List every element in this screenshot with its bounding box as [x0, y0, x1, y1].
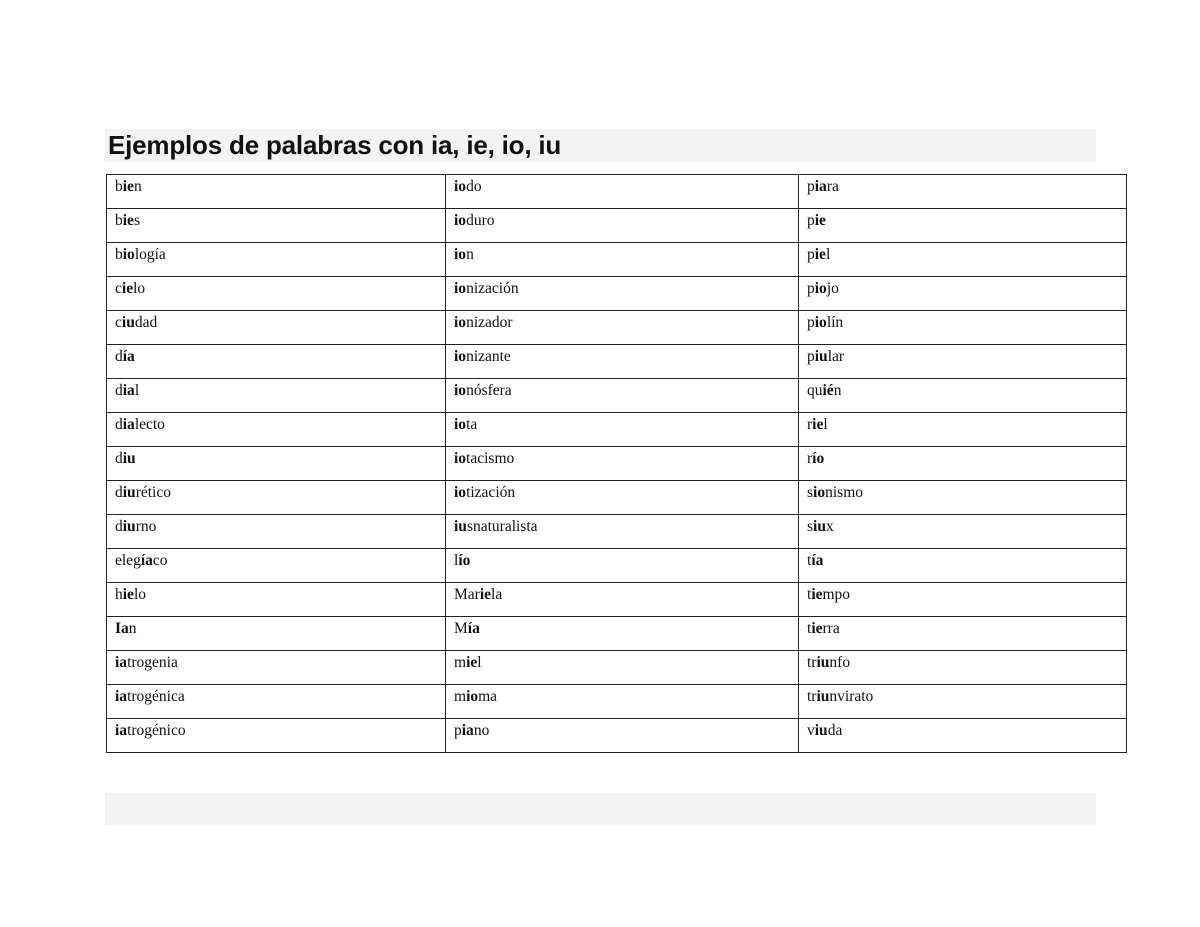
word-part: lo — [133, 586, 146, 603]
word-highlight: io — [454, 416, 467, 433]
table-cell — [446, 549, 799, 583]
word-part: tización — [466, 484, 516, 501]
word-part: nismo — [825, 484, 864, 501]
word-highlight: ié — [822, 382, 834, 399]
table-cell — [107, 617, 446, 651]
word-part: l — [454, 552, 459, 569]
table-cell — [799, 447, 1127, 481]
table-row — [107, 345, 1127, 379]
word-highlight: ie — [122, 178, 134, 195]
word-highlight: ia — [461, 722, 474, 739]
table-cell — [799, 719, 1127, 753]
table-cell — [799, 311, 1127, 345]
word-highlight: ie — [814, 246, 826, 263]
word-part: d — [115, 450, 123, 467]
word-part: b — [115, 246, 123, 263]
table-row — [107, 617, 1127, 651]
word-highlight: io — [454, 280, 467, 297]
word-part: p — [807, 314, 815, 331]
word-part: lo — [133, 280, 146, 297]
word-part: lar — [827, 348, 845, 365]
word-part: tr — [807, 688, 817, 705]
word-part: p — [807, 178, 815, 195]
word-highlight: ia — [115, 722, 128, 739]
table-cell — [446, 515, 799, 549]
table-cell — [799, 549, 1127, 583]
table-cell — [446, 209, 799, 243]
word-highlight: ía — [122, 348, 135, 365]
table-row — [107, 311, 1127, 345]
word-part: m — [454, 688, 467, 705]
word-part: n — [466, 246, 474, 263]
word-highlight: ie — [479, 586, 492, 603]
word-part: no — [473, 722, 490, 739]
footer-band — [105, 793, 1096, 825]
word-part: duro — [466, 212, 495, 229]
word-highlight: io — [454, 314, 467, 331]
table-cell — [799, 175, 1127, 209]
word-table-body — [107, 175, 1127, 753]
word-highlight: io — [813, 484, 826, 501]
table-cell — [799, 685, 1127, 719]
word-highlight: ía — [140, 552, 153, 569]
word-part: n — [133, 178, 142, 195]
table-row — [107, 243, 1127, 277]
word-highlight: ie — [121, 280, 134, 297]
word-part: rno — [135, 518, 157, 535]
table-cell — [446, 719, 799, 753]
table-cell — [107, 243, 446, 277]
table-row — [107, 651, 1127, 685]
page-title: Ejemplos de palabras con ia, ie, io, iu — [108, 130, 562, 160]
table-cell — [107, 515, 446, 549]
table-cell — [107, 447, 446, 481]
table-cell — [799, 481, 1127, 515]
word-highlight: ío — [458, 552, 471, 569]
word-highlight: ia — [115, 654, 128, 671]
word-part: nvirato — [829, 688, 874, 705]
word-part: jo — [826, 280, 839, 297]
word-part: lín — [826, 314, 844, 331]
word-highlight: io — [454, 450, 467, 467]
word-part: l — [825, 246, 831, 263]
word-highlight: ío — [812, 450, 825, 467]
word-highlight: iu — [814, 722, 828, 739]
table-row — [107, 583, 1127, 617]
table-cell — [107, 685, 446, 719]
word-highlight: ia — [122, 416, 135, 433]
table-cell — [446, 175, 799, 209]
word-highlight: ia — [115, 688, 128, 705]
word-part: trogénico — [127, 722, 186, 739]
word-part: d — [115, 484, 123, 501]
word-part: m — [454, 654, 467, 671]
word-highlight: iu — [454, 518, 467, 535]
word-part: logía — [134, 246, 166, 263]
word-part: r — [807, 416, 813, 433]
table-cell — [799, 515, 1127, 549]
word-part: l — [134, 382, 140, 399]
table-cell — [446, 311, 799, 345]
word-part: qu — [807, 382, 823, 399]
word-part: p — [807, 246, 815, 263]
table-cell — [107, 549, 446, 583]
table-cell — [799, 617, 1127, 651]
word-part: n — [833, 382, 842, 399]
word-part: ta — [466, 416, 478, 433]
word-highlight: ie — [122, 212, 134, 229]
word-part: trogénica — [127, 688, 185, 705]
word-highlight: ie — [812, 416, 824, 433]
table-row — [107, 413, 1127, 447]
table-cell — [446, 243, 799, 277]
word-part: lecto — [134, 416, 165, 433]
word-highlight: iu — [122, 484, 136, 501]
word-part: la — [491, 586, 503, 603]
word-highlight: io — [454, 348, 467, 365]
word-highlight: ie — [811, 586, 823, 603]
word-highlight: io — [122, 246, 135, 263]
word-part: l — [477, 654, 482, 671]
word-highlight: ía — [467, 620, 480, 637]
table-cell — [107, 277, 446, 311]
word-highlight: iu — [816, 688, 830, 705]
word-part: c — [115, 280, 122, 297]
word-highlight: ie — [122, 586, 134, 603]
table-row — [107, 515, 1127, 549]
word-part: nizador — [466, 314, 513, 331]
word-highlight: iu — [122, 518, 136, 535]
word-highlight: io — [814, 280, 827, 297]
table-cell — [107, 209, 446, 243]
word-part: c — [115, 314, 122, 331]
word-highlight: ia — [122, 382, 135, 399]
word-part: x — [825, 518, 834, 535]
word-part: t — [807, 552, 812, 569]
word-part: p — [807, 280, 815, 297]
word-highlight: io — [454, 178, 467, 195]
table-row — [107, 685, 1127, 719]
table-cell — [799, 651, 1127, 685]
word-part: l — [823, 416, 828, 433]
table-cell — [799, 583, 1127, 617]
word-part: nizante — [466, 348, 511, 365]
word-highlight: ie — [466, 654, 478, 671]
word-part: snaturalista — [466, 518, 538, 535]
word-part: d — [115, 382, 123, 399]
table-cell — [799, 345, 1127, 379]
word-part: tacismo — [466, 450, 515, 467]
word-part: t — [807, 620, 812, 637]
word-part: rético — [135, 484, 171, 501]
word-highlight: io — [466, 688, 479, 705]
table-cell — [799, 209, 1127, 243]
word-highlight: iu — [122, 450, 136, 467]
table-cell — [107, 651, 446, 685]
word-part: rra — [822, 620, 840, 637]
word-highlight: io — [454, 484, 467, 501]
table-cell — [107, 719, 446, 753]
table-cell — [446, 481, 799, 515]
word-part: d — [115, 348, 123, 365]
table-cell — [107, 311, 446, 345]
word-part: r — [807, 450, 813, 467]
table-cell — [107, 345, 446, 379]
table-cell — [446, 447, 799, 481]
word-part: v — [807, 722, 815, 739]
table-cell — [107, 583, 446, 617]
table-row — [107, 447, 1127, 481]
table-row — [107, 277, 1127, 311]
word-part: p — [807, 212, 815, 229]
word-highlight: iu — [121, 314, 135, 331]
table-row — [107, 379, 1127, 413]
word-part: nización — [466, 280, 519, 297]
word-part: n — [128, 620, 137, 637]
word-part: dad — [134, 314, 158, 331]
word-part: nfo — [829, 654, 851, 671]
word-part: p — [807, 348, 815, 365]
word-highlight: ie — [811, 620, 823, 637]
word-part: s — [807, 518, 814, 535]
word-part: nósfera — [466, 382, 512, 399]
table-cell — [446, 617, 799, 651]
word-part: Mar — [454, 586, 480, 603]
table-cell — [446, 379, 799, 413]
word-highlight: ía — [811, 552, 824, 569]
word-highlight: io — [454, 382, 467, 399]
word-part: s — [133, 212, 140, 229]
table-row — [107, 175, 1127, 209]
word-highlight: iu — [813, 518, 826, 535]
word-part: s — [807, 484, 814, 501]
table-row — [107, 209, 1127, 243]
table-cell — [446, 685, 799, 719]
table-cell — [107, 481, 446, 515]
word-part: d — [115, 518, 123, 535]
word-highlight: Ia — [115, 620, 129, 637]
word-part: b — [115, 212, 123, 229]
word-part: da — [827, 722, 843, 739]
table-cell — [799, 413, 1127, 447]
word-part: mpo — [822, 586, 851, 603]
table-cell — [446, 651, 799, 685]
word-part: p — [454, 722, 462, 739]
table-row — [107, 549, 1127, 583]
word-part: eleg — [115, 552, 141, 569]
word-part: ra — [826, 178, 839, 195]
word-highlight: io — [814, 314, 827, 331]
word-part: d — [115, 416, 123, 433]
table-cell — [107, 413, 446, 447]
word-table — [106, 174, 1127, 753]
table-cell — [799, 277, 1127, 311]
word-highlight: iu — [814, 348, 828, 365]
table-cell — [446, 583, 799, 617]
word-part: t — [807, 586, 812, 603]
word-highlight: ie — [814, 212, 826, 229]
table-cell — [446, 413, 799, 447]
word-highlight: io — [454, 212, 467, 229]
word-part: h — [115, 586, 123, 603]
table-cell — [107, 379, 446, 413]
table-row — [107, 481, 1127, 515]
word-part: trogenia — [127, 654, 178, 671]
table-row — [107, 719, 1127, 753]
table-cell — [446, 345, 799, 379]
word-highlight: iu — [816, 654, 830, 671]
word-part: b — [115, 178, 123, 195]
word-part: do — [466, 178, 482, 195]
table-cell — [107, 175, 446, 209]
word-part: M — [454, 620, 468, 637]
table-cell — [799, 243, 1127, 277]
word-highlight: io — [454, 246, 467, 263]
word-part: tr — [807, 654, 817, 671]
word-part: ma — [478, 688, 498, 705]
table-cell — [799, 379, 1127, 413]
word-highlight: ia — [814, 178, 827, 195]
table-cell — [446, 277, 799, 311]
word-part: co — [152, 552, 168, 569]
